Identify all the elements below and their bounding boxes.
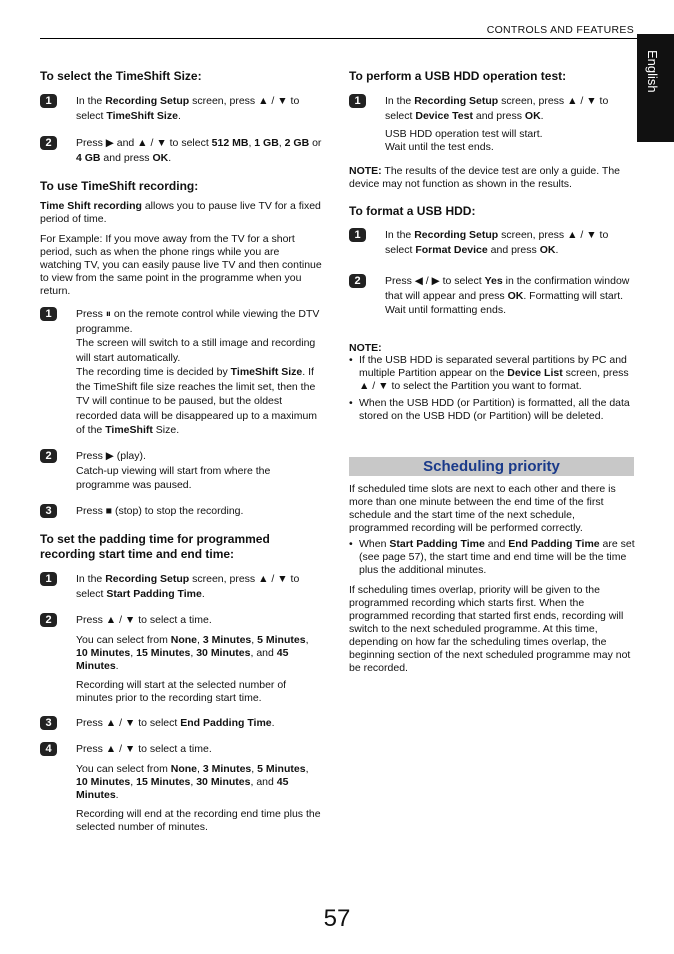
padding-step-1: 1 In the Recording Setup screen, press ▲ / ▼ to select Start Padding Time. [40,572,323,601]
list-item: • When Start Padding Time and End Padding Time are set (see page 57), the start time and end time will be the time plus the additional minutes. [349,538,635,577]
step-number: 1 [349,228,366,242]
step-number: 2 [40,136,57,150]
step-number: 3 [40,716,57,730]
usb-test-note: NOTE: The results of the device test are only a guide. The device may not function as shown in the results. [349,165,621,190]
padding-step-2: 2 Press ▲ / ▼ to select a time. You can select from None, 3 Minutes, 5 Minutes, 10 Minutes, 15 Minutes, 30 Minutes, and 45 Minutes. Recording will start at the selected number of minutes prior to the recording start time. [40,613,323,705]
step-number: 2 [40,449,57,463]
section-title: Scheduling priority [423,458,560,475]
padding-heading: To set the padding time for programmed recording start time and end time: [40,532,270,561]
step-number: 1 [349,94,366,108]
header-rule [40,38,638,39]
section-title-bar [349,457,634,476]
format-notes [349,354,635,423]
format-step-1: 1 In the Recording Setup screen, press ▲ / ▼ to select Format Device and press OK. [349,228,635,257]
step-number: 2 [349,274,366,288]
step-number: 4 [40,742,57,756]
format-step-2: 2 Press ◀ / ▶ to select Yes in the confirmation window that will appear and press OK. Formatting will start. Wait until formatting ends. [349,274,635,318]
list-item: • If the USB HDD is separated several partitions by PC and multiple Partition appear on the Device List screen, press ▲ / ▼ to select the Partition you want to format. [349,354,635,393]
list-item: • When the USB HDD (or Partition) is formatted, all the data stored on the USB HDD (or Partition) will be deleted. [349,397,635,423]
use-step-1: 1 Press ⏸ on the remote control while viewing the DTV programme. The screen will switch to a still image and recording will start automatically. The recording time is decided by TimeShift Size. If the TimeShift file size reaches the limit set, then the TV will continue to be paused, but the oldest recorded data will be disappeared up to a maximum of the TimeShift Size. [40,307,323,438]
step-number: 1 [40,94,57,108]
size-step-2: 2 Press ▶ and ▲ / ▼ to select 512 MB, 1 GB, 2 GB or 4 GB and press OK. [40,136,323,165]
padding-step-3: 3 Press ▲ / ▼ to select End Padding Time. [40,716,323,731]
language-tab-label: English [645,50,660,93]
format-heading: To format a USB HDD: [349,204,476,218]
timeshift-size-heading: To select the TimeShift Size: [40,69,202,83]
use-step-2: 2 Press ▶ (play). Catch-up viewing will start from where the programme was paused. [40,449,323,493]
use-step-3: 3 Press ■ (stop) to stop the recording. [40,504,323,519]
running-header: CONTROLS AND FEATURES [486,24,634,36]
step-number: 2 [40,613,57,627]
use-example: For Example: If you move away from the TV for a short period, such as when the phone rings while you are watching TV, you can easily pause live TV and then continue to view from the same point in the programme when you return. [40,233,322,297]
step-number: 1 [40,307,57,321]
scheduling-intro: If scheduled time slots are next to each other and there is more than one minute between the end time of the first schedule and the start time of the next schedule, programmed recording will be performed correctly. [349,483,616,534]
step-number: 1 [40,572,57,586]
scheduling-overlap: If scheduling times overlap, priority will be given to the programmed recording which starts first. When the programmed recording that started first ends, recording will switch to the next scheduled programme. At this time, depending on how far the scheduling times overlap, the beginning section of the next scheduled programme may not be recorded. [349,584,631,674]
padding-step-4: 4 Press ▲ / ▼ to select a time. You can select from None, 3 Minutes, 5 Minutes, 10 Minutes, 15 Minutes, 30 Minutes, and 45 Minutes. Recording will end at the recording end time plus the selected number of minutes. [40,742,323,834]
usb-test-heading: To perform a USB HDD operation test: [349,69,567,83]
page-number: 57 [323,905,351,932]
use-intro: Time Shift recording allows you to pause live TV for a fixed period of time. [40,200,321,225]
use-timeshift-heading: To use TimeShift recording: [40,179,199,193]
format-note-label: NOTE: [349,342,382,354]
scheduling-bullets [349,538,635,577]
language-tab [637,34,674,142]
step-number: 3 [40,504,57,518]
usb-test-step-1: 1 In the Recording Setup screen, press ▲ / ▼ to select Device Test and press OK. USB HDD operation test will start. Wait until the test ends. [349,94,635,154]
size-step-1: 1 In the Recording Setup screen, press ▲ / ▼ to select TimeShift Size. [40,94,323,123]
